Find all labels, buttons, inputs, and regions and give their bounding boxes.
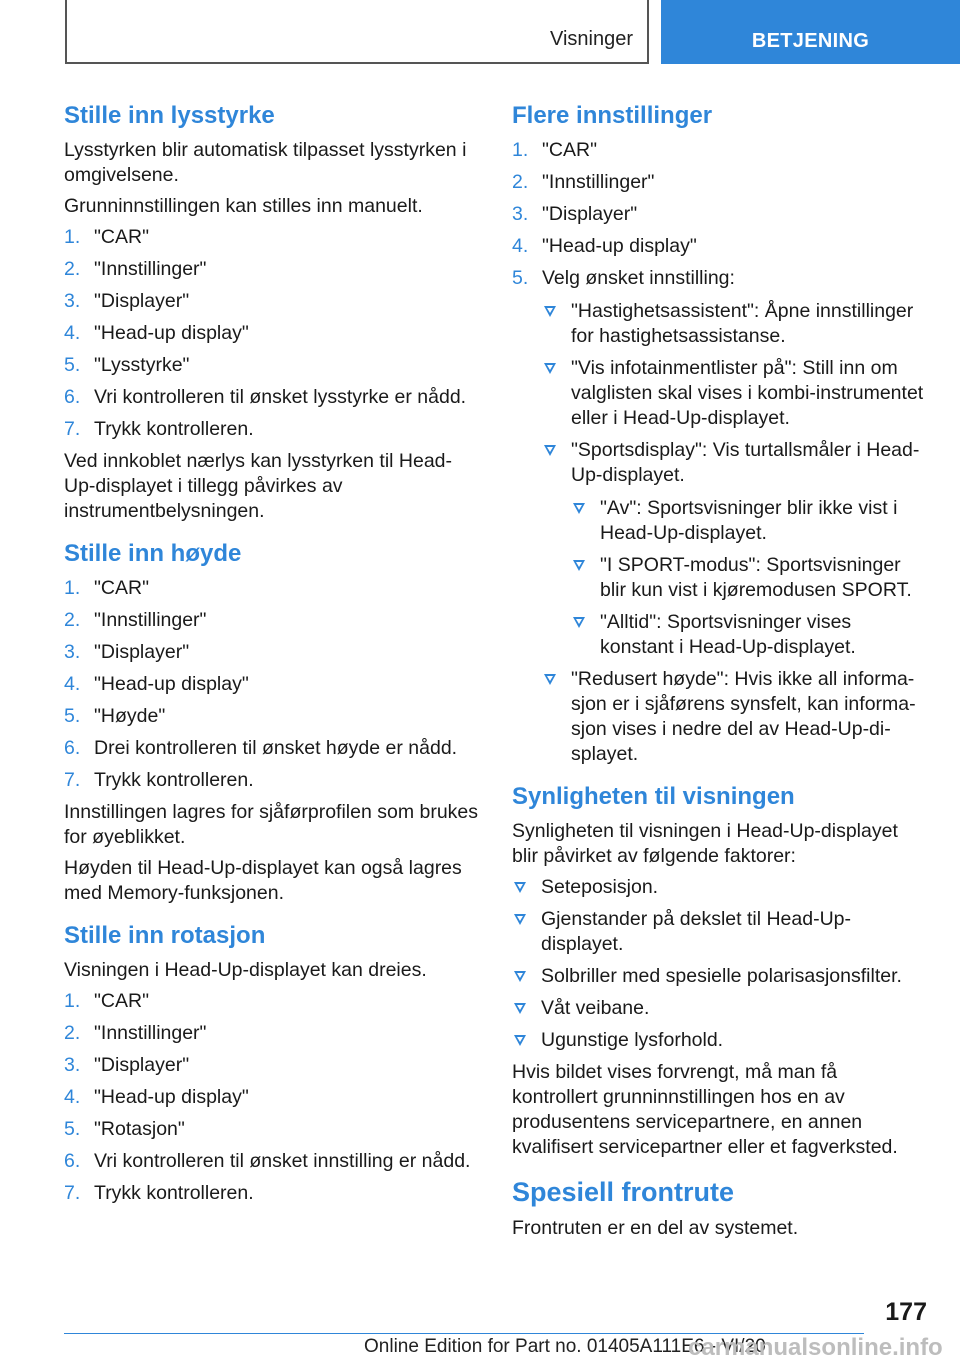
step-item: [64, 640, 479, 665]
step-item: [64, 736, 479, 761]
step-text: "Innstillinger": [94, 1022, 207, 1044]
step-text: "CAR": [94, 990, 150, 1012]
chapter-tab: BETJENING: [661, 0, 960, 64]
section-windscreen: [512, 1174, 927, 1241]
step-item: [64, 608, 479, 633]
steps-rotation: [64, 989, 479, 1206]
step-number: 3.: [64, 641, 81, 663]
heading-more-settings: Flere innstillinger: [512, 102, 713, 129]
factor-text: Ugunstige lysforhold.: [541, 1029, 724, 1051]
step-number: 7.: [64, 1182, 81, 1204]
paragraph: Synligheten til visningen i Head-Up-displayet blir påvirket av følgende faktorer:: [512, 820, 898, 867]
option-text: "Alltid": Sportsvisninger vises konstant i Head-Up-displayet.: [600, 611, 856, 658]
step-item: [64, 417, 479, 442]
bullet-triangle-icon: [573, 617, 585, 628]
step-text: "Høyde": [94, 705, 166, 727]
heading-windscreen: Spesiell frontrute: [512, 1177, 735, 1207]
step-item: [64, 1149, 479, 1174]
bullet-triangle-icon: [573, 560, 585, 571]
paragraph: Visningen i Head-Up-displayet kan dreies.: [64, 959, 427, 981]
option-list: [542, 299, 927, 767]
step-text: "Head-up display": [94, 673, 249, 695]
step-number: 2.: [64, 609, 81, 631]
step-number: 7.: [64, 769, 81, 791]
option-text: "I SPORT-modus": Sportsvisninger blir kun vist i kjøremodusen SPORT.: [600, 554, 912, 601]
paragraph: Ved innkoblet nærlys kan lysstyrken til Head-Up-displayet i tillegg påvirkes av instrumentbelysningen.: [64, 450, 453, 522]
step-number: 4.: [64, 673, 81, 695]
page-header: [0, 0, 960, 66]
steps-height: [64, 576, 479, 793]
step-item: [64, 225, 479, 250]
option-text: "Sportsdisplay": Vis turtallsmåler i Head-Up-displayet.: [571, 439, 920, 486]
step-number: 3.: [512, 203, 529, 225]
heading-height: Stille inn høyde: [64, 540, 242, 567]
step-text: "Displayer": [94, 641, 190, 663]
section-title: Visninger: [549, 28, 633, 50]
step-item: [512, 138, 927, 163]
bullet-triangle-icon: [544, 674, 556, 685]
step-number: 1.: [64, 226, 81, 248]
step-text: "Head-up display": [94, 322, 249, 344]
step-text: "Innstillinger": [94, 258, 207, 280]
step-number: 2.: [64, 1022, 81, 1044]
paragraph: Høyden til Head-Up-displayet kan også lagres med Memory-funksjonen.: [64, 857, 462, 904]
step-number: 5.: [512, 267, 529, 289]
bullet-triangle-icon: [514, 882, 526, 893]
step-text: "CAR": [94, 226, 150, 248]
step-item: [64, 289, 479, 314]
step-item: [64, 1053, 479, 1078]
option-text: "Vis infotainmentlister på": Still inn om valglisten skal vises i kombi-instrumentet eller i Head-Up-displayet.: [571, 357, 924, 429]
step-text: "Head-up display": [94, 1086, 249, 1108]
step-item: [64, 353, 479, 378]
step-text: "Displayer": [542, 203, 638, 225]
heading-brightness: Stille inn lysstyrke: [64, 102, 275, 129]
step-text: Trykk kontrolleren.: [94, 418, 254, 440]
step-text: "Innstillinger": [542, 171, 655, 193]
steps-more-settings: [512, 138, 927, 767]
step-text: Trykk kontrolleren.: [94, 1182, 254, 1204]
step-item: [512, 170, 927, 195]
bullet-triangle-icon: [573, 503, 585, 514]
paragraph: Grunninnstillingen kan stilles inn manuelt.: [64, 195, 423, 217]
step-number: 3.: [64, 1054, 81, 1076]
section-more-settings: [512, 100, 927, 767]
step-item: [64, 704, 479, 729]
step-item: [64, 257, 479, 282]
step-item: [64, 1021, 479, 1046]
factor-item: [512, 875, 927, 900]
factor-text: Seteposisjon.: [541, 876, 659, 898]
bullet-triangle-icon: [544, 445, 556, 456]
page-number: 177: [885, 1298, 927, 1326]
sport-option-item: [571, 610, 927, 660]
bullet-triangle-icon: [514, 971, 526, 982]
step-number: 1.: [64, 990, 81, 1012]
step-number: 7.: [64, 418, 81, 440]
sport-option-item: [571, 496, 927, 546]
paragraph: Lysstyrken blir automatisk tilpasset lysstyrken i omgivelsene.: [64, 139, 467, 186]
step-text: Drei kontrolleren til ønsket høyde er nådd.: [94, 737, 458, 759]
option-text: "Redusert høyde": Hvis ikke all informasjon er i sjåførens synsfelt, kan informasjon vises i nedre del av Head-Up-displayet.: [571, 668, 916, 765]
factor-text: Solbriller med spesielle polarisasjonsfilter.: [541, 965, 902, 987]
step-text: "Head-up display": [542, 235, 697, 257]
step-item: [64, 1117, 479, 1142]
option-text: "Av": Sportsvisninger blir ikke vist i Head-Up-displayet.: [600, 497, 898, 544]
step-text: "Rotasjon": [94, 1118, 185, 1140]
step-number: 2.: [64, 258, 81, 280]
bullet-triangle-icon: [514, 1003, 526, 1014]
step-item: [64, 989, 479, 1014]
paragraph: Frontruten er en del av systemet.: [512, 1217, 799, 1239]
watermark: carmanualsonline.info: [688, 1334, 943, 1361]
step-text: "Displayer": [94, 290, 190, 312]
step-text: "Lysstyrke": [94, 354, 190, 376]
right-column: [512, 100, 927, 1255]
section-rotation: [64, 920, 479, 1206]
step-text: "Innstillinger": [94, 609, 207, 631]
step-item: [64, 1085, 479, 1110]
factor-item: [512, 907, 927, 957]
step-text: "CAR": [94, 577, 150, 599]
step-number: 5.: [64, 354, 81, 376]
factor-item: [512, 1028, 927, 1053]
bullet-triangle-icon: [514, 914, 526, 925]
step-item: [64, 576, 479, 601]
step-item: [512, 202, 927, 227]
heading-rotation: Stille inn rotasjon: [64, 922, 266, 949]
step-number: 6.: [64, 737, 81, 759]
step-text: "CAR": [542, 139, 598, 161]
left-column: [64, 100, 479, 1220]
step-text: Trykk kontrolleren.: [94, 769, 254, 791]
steps-brightness: [64, 225, 479, 442]
step-text: Velg ønsket innstilling:: [542, 267, 735, 289]
section-visibility: [512, 781, 927, 1160]
step-number: 4.: [64, 1086, 81, 1108]
sport-option-list: [571, 496, 927, 660]
sport-option-item: [571, 553, 927, 603]
step-number: 4.: [512, 235, 529, 257]
step-item: [64, 768, 479, 793]
step-number: 6.: [64, 386, 81, 408]
step-number: 4.: [64, 322, 81, 344]
step-item: [64, 672, 479, 697]
factor-item: [512, 964, 927, 989]
bullet-triangle-icon: [544, 363, 556, 374]
step-item: [64, 321, 479, 346]
option-item: [542, 667, 927, 767]
step-number: 6.: [64, 1150, 81, 1172]
step-item: [512, 234, 927, 259]
step-text: Vri kontrolleren til ønsket innstilling er nådd.: [94, 1150, 471, 1172]
step-number: 2.: [512, 171, 529, 193]
step-item: [64, 1181, 479, 1206]
bullet-triangle-icon: [514, 1035, 526, 1046]
factor-list: [512, 875, 927, 1053]
step-number: 1.: [512, 139, 529, 161]
step-item: [512, 266, 927, 767]
step-number: 5.: [64, 705, 81, 727]
bullet-triangle-icon: [544, 306, 556, 317]
section-brightness: [64, 100, 479, 524]
header-section-box: [65, 0, 649, 64]
paragraph: Hvis bildet vises forvrengt, må man få kontrollert grunninnstillingen hos en av produsentens servicepartnere, en annen kvalifisert servicepartner eller et fagverksted.: [512, 1061, 898, 1158]
option-text: "Hastighetsassistent": Åpne innstillinger for hastighetsassistanse.: [571, 300, 914, 347]
heading-visibility: Synligheten til visningen: [512, 783, 795, 810]
step-number: 1.: [64, 577, 81, 599]
step-number: 5.: [64, 1118, 81, 1140]
step-number: 3.: [64, 290, 81, 312]
paragraph: Innstillingen lagres for sjåførprofilen som brukes for øyeblikket.: [64, 801, 479, 848]
factor-text: Våt veibane.: [541, 997, 650, 1019]
option-item: [542, 438, 927, 660]
option-item: [542, 356, 927, 431]
edition-note: Online Edition for Part no. 01405A111E6 - VI/20: [364, 1336, 766, 1357]
factor-item: [512, 996, 927, 1021]
step-text: "Displayer": [94, 1054, 190, 1076]
step-item: [64, 385, 479, 410]
section-height: [64, 538, 479, 906]
factor-text: Gjenstander på dekslet til Head-Up-displayet.: [541, 908, 851, 955]
option-item: [542, 299, 927, 349]
step-text: Vri kontrolleren til ønsket lysstyrke er nådd.: [94, 386, 467, 408]
